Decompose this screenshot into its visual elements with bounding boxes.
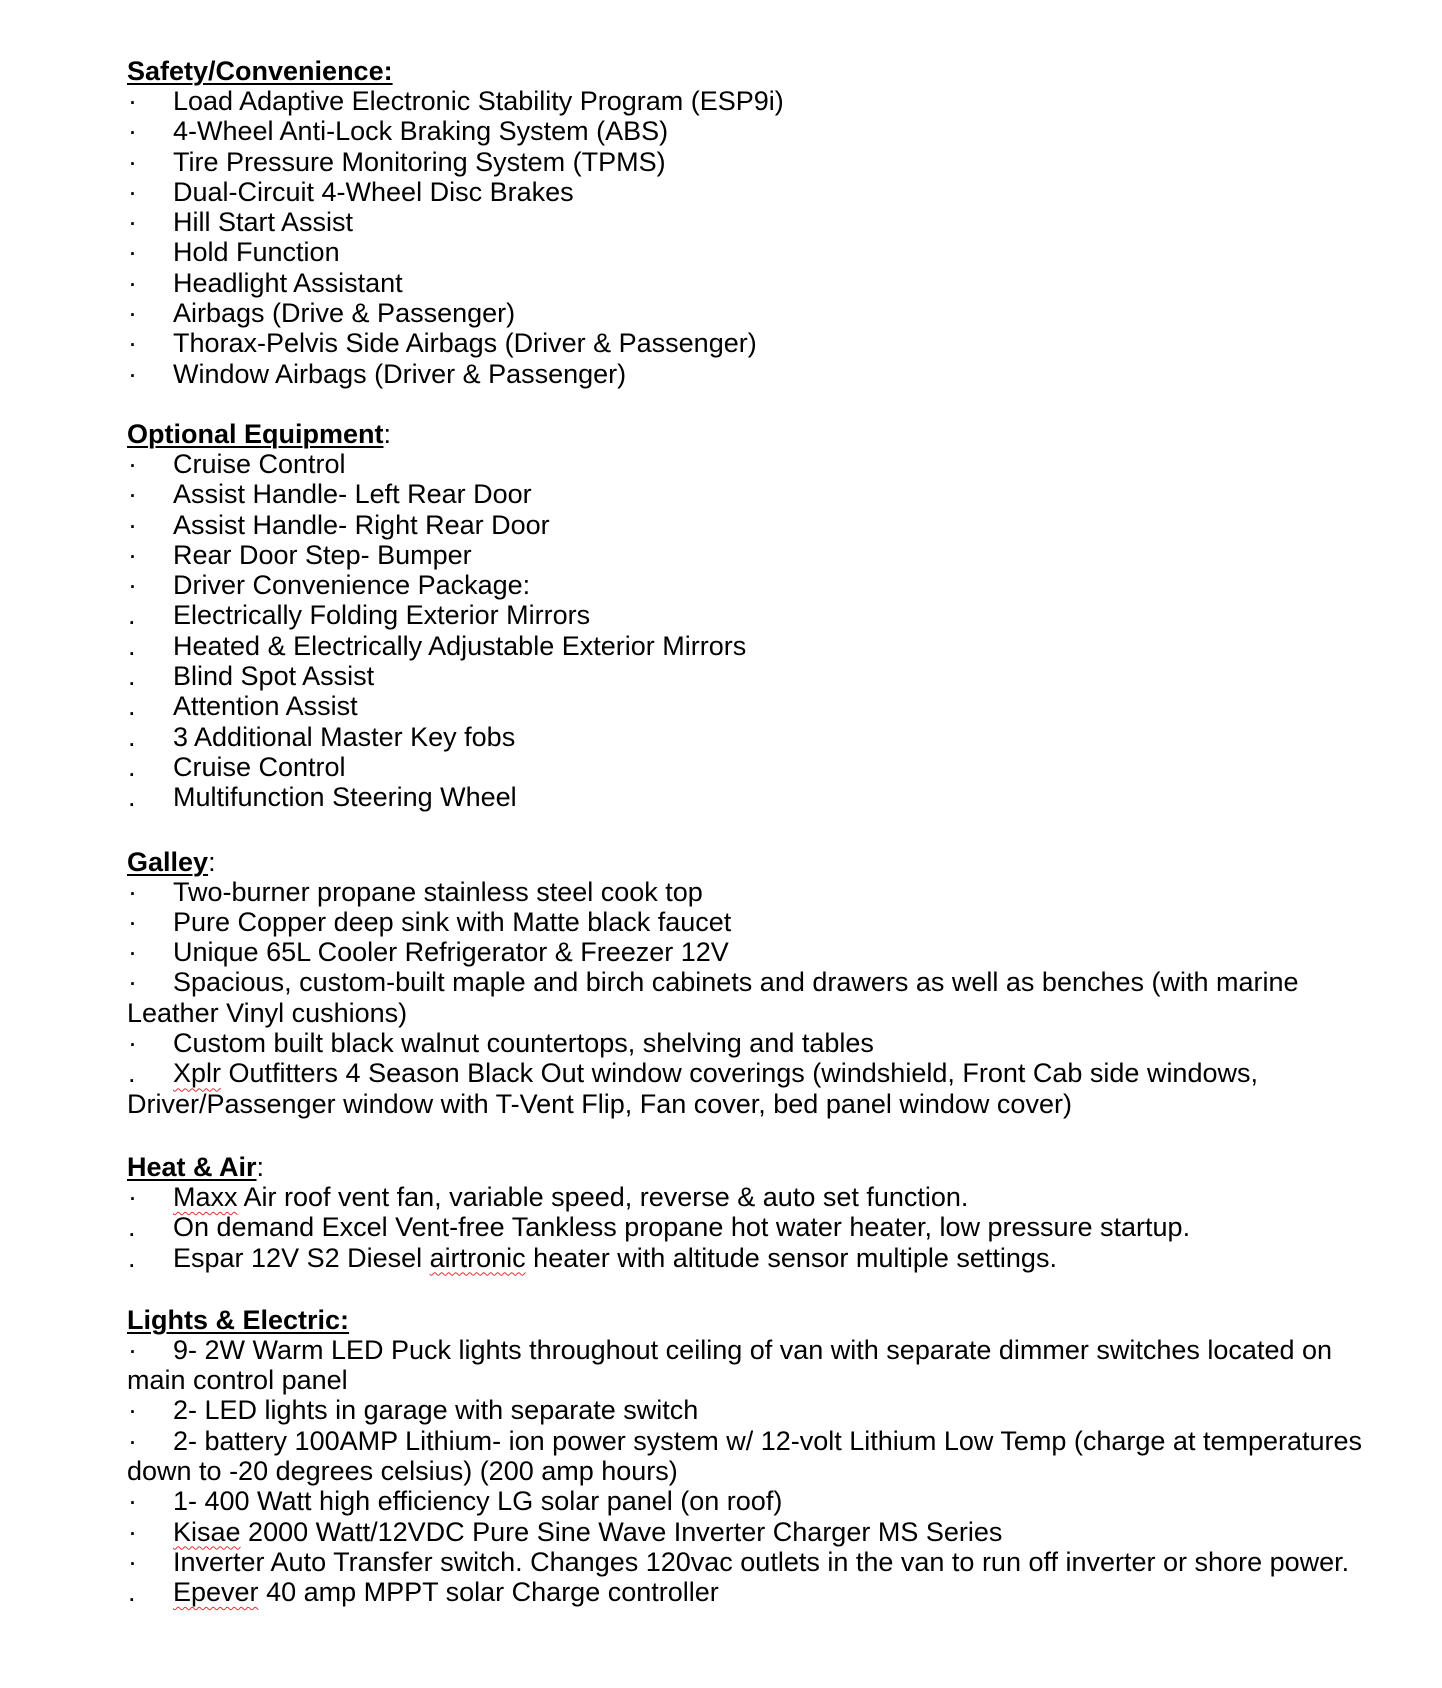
item-text: Assist Handle- Right Rear Door: [173, 509, 550, 540]
bullet: .: [128, 691, 136, 722]
item-text: Assist Handle- Left Rear Door: [173, 479, 532, 510]
spellcheck-word: Xplr: [173, 1058, 222, 1089]
section-lights-electric: [127, 1305, 1377, 1608]
bullet: ·: [128, 146, 137, 177]
item-text: Multifunction Steering Wheel: [173, 782, 517, 813]
bullet: ·: [128, 267, 137, 298]
item-text: 2- LED lights in garage with separate switch: [173, 1395, 699, 1426]
bullet: ·: [128, 237, 137, 268]
item-text: 1- 400 Watt high efficiency LG solar panel (on roof): [173, 1486, 783, 1517]
section-heading: [127, 1305, 1377, 1335]
item-text: heater with altitude sensor multiple settings.: [525, 1242, 1057, 1273]
list-item: [127, 967, 1377, 1028]
bullet: ·: [128, 906, 137, 937]
section-safety-convenience: [127, 56, 1377, 389]
item-text: Attention Assist: [173, 691, 358, 722]
bullet: ·: [128, 116, 137, 147]
item-text-prefix: Espar 12V S2 Diesel: [173, 1242, 430, 1273]
list-item: [127, 631, 1377, 661]
item-text: 3 Additional Master Key fobs: [173, 721, 516, 752]
bullet: ·: [128, 1425, 137, 1456]
bullet: ·: [128, 1486, 137, 1517]
item-text: Pure Copper deep sink with Matte black faucet: [173, 906, 732, 937]
item-list: [127, 1335, 1377, 1608]
item-text: 40 amp MPPT solar Charge controller: [258, 1577, 719, 1608]
list-item: [127, 207, 1377, 237]
bullet: ·: [128, 570, 137, 601]
item-text: Load Adaptive Electronic Stability Program (ESP9i): [173, 86, 784, 116]
list-item: [127, 877, 1377, 907]
list-item: [127, 1395, 1377, 1425]
bullet: ·: [128, 539, 137, 570]
list-item: [127, 782, 1377, 812]
list-item: [127, 1577, 1377, 1607]
item-text: 2- battery 100AMP Lithium- ion power system w/ 12-volt Lithium Low Temp (charge at temperatures down to -20 degrees celsius) (200 amp hours): [127, 1425, 1363, 1486]
item-text: Outfitters 4 Season Black Out window coverings (windshield, Front Cab side windows, Driver/Passenger window with T-Vent Flip, Fan cover, bed panel window cover): [127, 1058, 1258, 1119]
list-item: [127, 540, 1377, 570]
bullet: ·: [128, 328, 137, 359]
item-list: [127, 86, 1377, 389]
bullet: ·: [128, 176, 137, 207]
bullet: ·: [128, 937, 137, 968]
list-item: [127, 722, 1377, 752]
bullet: .: [128, 782, 136, 813]
item-text: Dual-Circuit 4-Wheel Disc Brakes: [173, 176, 574, 207]
spellcheck-word: Epever: [173, 1577, 259, 1608]
item-text: 2000 Watt/12VDC Pure Sine Wave Inverter Charger MS Series: [240, 1516, 1003, 1547]
item-text: Hill Start Assist: [173, 207, 354, 238]
bullet: .: [128, 630, 136, 661]
list-item: [127, 449, 1377, 479]
list-item: [127, 298, 1377, 328]
bullet: .: [128, 1058, 136, 1089]
list-item: [127, 116, 1377, 146]
list-item: [127, 1212, 1377, 1242]
section-galley: [127, 847, 1377, 1119]
bullet: ·: [128, 358, 137, 389]
heading-colon: :: [256, 1151, 265, 1182]
item-text: Thorax-Pelvis Side Airbags (Driver & Passenger): [173, 328, 757, 359]
section-optional-equipment: [127, 419, 1377, 813]
list-item: [127, 752, 1377, 782]
list-item: [127, 1486, 1377, 1516]
bullet: ·: [128, 1395, 137, 1426]
list-item: [127, 937, 1377, 967]
list-item: [127, 600, 1377, 630]
bullet: ·: [128, 1546, 137, 1577]
list-item: [127, 237, 1377, 267]
item-text: On demand Excel Vent-free Tankless propane hot water heater, low pressure startup.: [173, 1212, 1191, 1243]
heading-text: Heat & Air: [127, 1151, 257, 1182]
item-list: [127, 1182, 1377, 1273]
list-item: [127, 570, 1377, 600]
heading-text: Lights & Electric:: [127, 1304, 350, 1335]
item-text: Custom built black walnut countertops, shelving and tables: [173, 1028, 874, 1059]
item-text: Spacious, custom-built maple and birch cabinets and drawers as well as benches (with marine Leather Vinyl cushions): [127, 967, 1299, 1028]
list-item: [127, 661, 1377, 691]
bullet: ·: [128, 1028, 137, 1059]
heading-text: Galley: [127, 846, 209, 877]
item-text: Window Airbags (Driver & Passenger): [173, 358, 627, 389]
item-text: Airbags (Drive & Passenger): [173, 298, 516, 329]
heading-colon: :: [208, 846, 216, 877]
heading-text: Optional Equipment: [127, 418, 384, 449]
item-text: Air roof vent fan, variable speed, reverse & auto set function.: [237, 1181, 969, 1212]
item-list: [127, 449, 1377, 813]
list-item: [127, 1058, 1377, 1119]
bullet: ·: [128, 479, 137, 510]
list-item: [127, 1028, 1377, 1058]
list-item: [127, 1547, 1377, 1577]
bullet: .: [128, 721, 136, 752]
item-text: Rear Door Step- Bumper: [173, 539, 472, 570]
list-item: [127, 691, 1377, 721]
section-heading: [127, 56, 1377, 86]
section-heading: [127, 1152, 1377, 1182]
section-heading: [127, 847, 1377, 877]
list-item: [127, 907, 1377, 937]
bullet: ·: [128, 876, 137, 907]
section-heat-air: [127, 1152, 1377, 1273]
list-item: [127, 479, 1377, 509]
bullet: .: [128, 600, 136, 631]
list-item: [127, 1182, 1377, 1212]
list-item: [127, 1243, 1377, 1273]
bullet: ·: [128, 207, 137, 238]
bullet: .: [128, 751, 136, 782]
bullet: ·: [128, 967, 137, 998]
list-item: [127, 1426, 1377, 1487]
list-item: [127, 268, 1377, 298]
item-text: Blind Spot Assist: [173, 661, 375, 692]
bullet: ·: [128, 1181, 137, 1212]
bullet: .: [128, 661, 136, 692]
bullet: ·: [128, 509, 137, 540]
list-item: [127, 359, 1377, 389]
section-heading: [127, 419, 1377, 449]
item-text: Unique 65L Cooler Refrigerator & Freezer 12V: [173, 937, 729, 968]
item-text: Two-burner propane stainless steel cook top: [173, 876, 703, 907]
item-text: Headlight Assistant: [173, 267, 403, 298]
bullet: ·: [128, 86, 137, 116]
bullet: ·: [128, 1334, 137, 1365]
item-list: [127, 877, 1377, 1119]
list-item: [127, 86, 1377, 116]
bullet: .: [128, 1577, 136, 1608]
item-text: 9- 2W Warm LED Puck lights throughout ceiling of van with separate dimmer switches located on main control panel: [127, 1334, 1333, 1396]
list-item: [127, 510, 1377, 540]
bullet: .: [128, 1212, 136, 1243]
item-text: Heated & Electrically Adjustable Exterior Mirrors: [173, 630, 747, 661]
list-item: [127, 1335, 1377, 1396]
item-text: Inverter Auto Transfer switch. Changes 120vac outlets in the van to run off inverter or shore power.: [173, 1546, 1350, 1577]
bullet: ·: [128, 1516, 137, 1547]
bullet: ·: [128, 448, 137, 479]
bullet: ·: [128, 298, 137, 329]
list-item: [127, 328, 1377, 358]
heading-text: Safety/Convenience:: [127, 56, 393, 86]
list-item: [127, 177, 1377, 207]
document-page: [127, 56, 1377, 1637]
spellcheck-word: Maxx: [173, 1181, 238, 1212]
spellcheck-word: Kisae: [173, 1516, 241, 1547]
spellcheck-word: airtronic: [429, 1242, 526, 1273]
item-text: Tire Pressure Monitoring System (TPMS): [173, 146, 666, 177]
item-text: 4-Wheel Anti-Lock Braking System (ABS): [173, 116, 669, 147]
list-item: [127, 1517, 1377, 1547]
item-text: Driver Convenience Package:: [173, 570, 531, 601]
item-text: Cruise Control: [173, 448, 346, 479]
bullet: .: [128, 1242, 136, 1273]
item-text: Cruise Control: [173, 751, 346, 782]
list-item: [127, 147, 1377, 177]
item-text: Hold Function: [173, 237, 340, 268]
item-text: Electrically Folding Exterior Mirrors: [173, 600, 591, 631]
heading-colon: :: [383, 418, 392, 449]
